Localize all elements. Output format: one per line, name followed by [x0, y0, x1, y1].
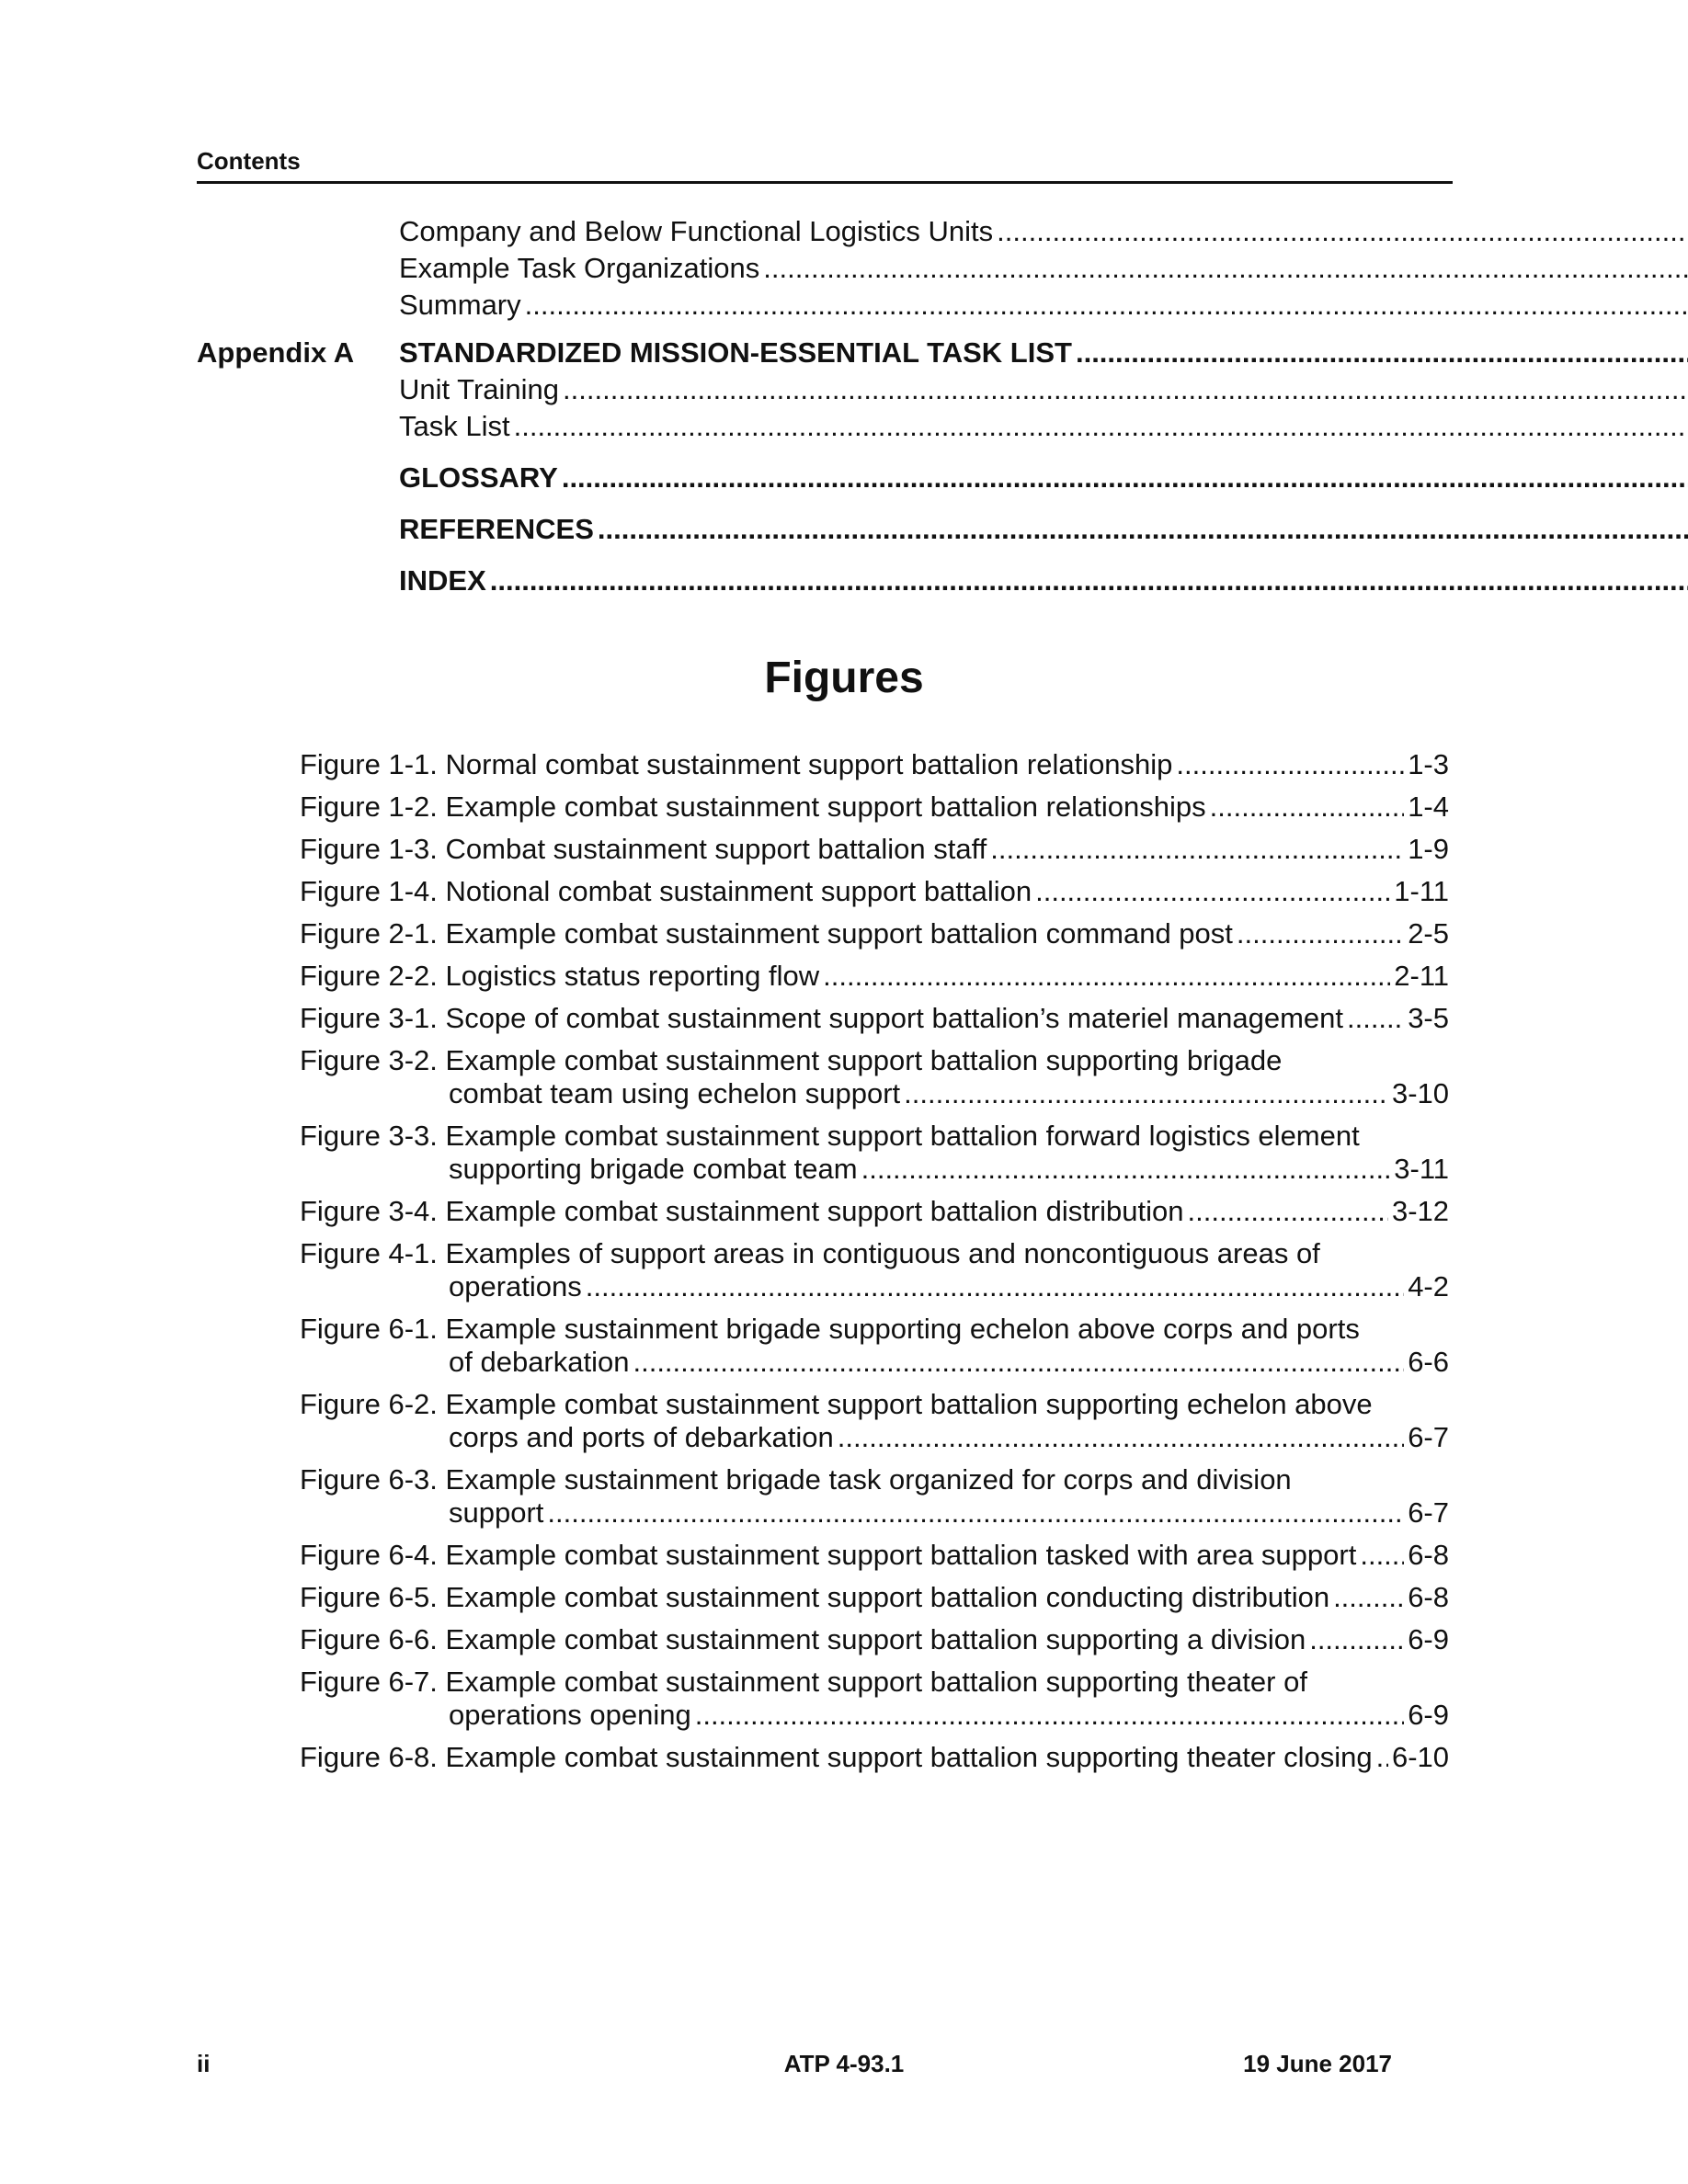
toc-entry[interactable] [197, 511, 1397, 548]
toc-entry-title: REFERENCES [399, 513, 594, 545]
figure-title-line2: of debarkation [449, 1346, 630, 1378]
toc-entry[interactable] [197, 563, 1397, 599]
figure-title-line2: support [449, 1496, 544, 1529]
dot-leader [823, 960, 1390, 993]
figure-page: 6-8 [1408, 1539, 1449, 1571]
figures-heading: Figures [764, 654, 924, 702]
toc-entry[interactable] [197, 213, 1397, 250]
figure-entry[interactable] [300, 1120, 1449, 1186]
dot-leader [1188, 1195, 1388, 1228]
dot-leader [598, 511, 1688, 548]
dot-leader [563, 371, 1688, 408]
dot-leader [861, 1153, 1391, 1186]
figure-entry[interactable] [300, 1044, 1449, 1110]
figure-page: 1-11 [1394, 875, 1449, 907]
dot-leader [1347, 1002, 1404, 1035]
figure-page: 6-10 [1391, 1741, 1449, 1773]
figure-page: 6-6 [1408, 1346, 1449, 1378]
dot-leader [1076, 335, 1688, 371]
dot-leader [1333, 1581, 1404, 1614]
figure-entry[interactable] [300, 1666, 1449, 1732]
figure-entry[interactable] [300, 1237, 1449, 1303]
figure-page: 6-9 [1408, 1623, 1449, 1655]
footer-date: 19 June 2017 [1243, 2050, 1392, 2077]
figure-page: 6-7 [1408, 1496, 1449, 1529]
dot-leader [514, 408, 1688, 445]
figure-title-line1: Figure 4-1. Examples of support areas in contiguous and noncontiguous areas of [300, 1237, 1320, 1269]
toc-entry-title: GLOSSARY [399, 461, 558, 494]
figure-page: 3-10 [1391, 1077, 1449, 1109]
figure-title-line1: Figure 6-3. Example sustainment brigade task organized for corps and division [300, 1463, 1292, 1496]
figure-page: 1-4 [1408, 791, 1449, 823]
figure-title-line1: Figure 6-1. Example sustainment brigade supporting echelon above corps and ports [300, 1313, 1360, 1345]
figure-entry[interactable] [300, 1002, 1449, 1035]
figure-entry[interactable] [300, 1539, 1449, 1572]
toc-entry-title: Task List [399, 410, 510, 442]
footer-page-number: ii [197, 2050, 211, 2077]
figure-entry[interactable] [300, 748, 1449, 781]
figure-page: 4-2 [1408, 1270, 1449, 1302]
dot-leader [990, 833, 1404, 866]
figure-page: 1-9 [1408, 833, 1449, 865]
figure-page: 3-5 [1408, 1002, 1449, 1034]
figure-page: 2-5 [1408, 917, 1449, 950]
footer-publication: ATP 4-93.1 [783, 2050, 905, 2077]
figure-title: Figure 3-1. Scope of combat sustainment support battalion’s materiel management [300, 1002, 1343, 1034]
figure-page: 2-11 [1394, 960, 1449, 992]
figure-entry[interactable] [300, 875, 1449, 908]
toc-entry[interactable] [197, 460, 1397, 496]
toc-entry-title: Example Task Organizations [399, 252, 760, 284]
dot-leader [1309, 1623, 1404, 1656]
figure-title: Figure 1-3. Combat sustainment support battalion staff [300, 833, 987, 865]
figure-title: Figure 6-8. Example combat sustainment support battalion supporting theater closing [300, 1741, 1373, 1773]
dot-leader [997, 213, 1688, 250]
figure-title: Figure 2-2. Logistics status reporting flow [300, 960, 820, 992]
figure-page: 6-9 [1408, 1699, 1449, 1731]
dot-leader [547, 1496, 1404, 1530]
figures-list [300, 748, 1449, 1783]
toc-entry[interactable] [197, 371, 1397, 408]
toc-entry[interactable] [197, 408, 1397, 445]
figure-title-line2: supporting brigade combat team [449, 1153, 858, 1185]
figure-entry[interactable] [300, 1388, 1449, 1454]
figure-entry[interactable] [300, 1195, 1449, 1228]
figure-title: Figure 1-2. Example combat sustainment support battalion relationships [300, 791, 1206, 823]
dot-leader [525, 287, 1688, 324]
toc-entry-title: Unit Training [399, 373, 560, 405]
dot-leader [633, 1346, 1404, 1379]
dot-leader [586, 1270, 1404, 1303]
dot-leader [1210, 791, 1405, 824]
toc-entry-title: Summary [399, 289, 521, 321]
figure-entry[interactable] [300, 1623, 1449, 1656]
contents-list [197, 213, 1397, 599]
figure-page: 3-12 [1391, 1195, 1449, 1227]
figure-title: Figure 2-1. Example combat sustainment support battalion command post [300, 917, 1233, 950]
figure-entry[interactable] [300, 1463, 1449, 1530]
figure-title: Figure 1-4. Notional combat sustainment support battalion [300, 875, 1032, 907]
dot-leader [1237, 917, 1404, 950]
toc-entry[interactable] [197, 250, 1397, 287]
dot-leader [1376, 1741, 1388, 1774]
dot-leader [1176, 748, 1404, 781]
dot-leader [904, 1077, 1388, 1110]
running-header [197, 147, 1453, 184]
figure-title-line2: operations opening [449, 1699, 691, 1731]
figure-entry[interactable] [300, 917, 1449, 950]
figure-page: 6-7 [1408, 1421, 1449, 1453]
figure-entry[interactable] [300, 833, 1449, 866]
header-section: Contents [197, 147, 301, 175]
figure-entry[interactable] [300, 791, 1449, 824]
dot-leader [562, 460, 1688, 496]
figure-title: Figure 3-4. Example combat sustainment support battalion distribution [300, 1195, 1184, 1227]
figure-title-line1: Figure 6-2. Example combat sustainment support battalion supporting echelon above [300, 1388, 1373, 1420]
figure-entry[interactable] [300, 960, 1449, 993]
toc-entry-title: STANDARDIZED MISSION-ESSENTIAL TASK LIST [399, 336, 1072, 369]
figure-page: 3-11 [1394, 1153, 1449, 1185]
figure-page: 1-3 [1408, 748, 1449, 780]
toc-entry-title: INDEX [399, 564, 486, 597]
figure-page: 6-8 [1408, 1581, 1449, 1613]
figure-title-line1: Figure 6-7. Example combat sustainment support battalion supporting theater of [300, 1666, 1307, 1698]
dot-leader [1035, 875, 1390, 908]
figure-title: Figure 1-1. Normal combat sustainment support battalion relationship [300, 748, 1173, 780]
figure-title: Figure 6-6. Example combat sustainment support battalion supporting a division [300, 1623, 1306, 1655]
toc-entry-label: Appendix A [197, 336, 355, 369]
dot-leader [695, 1699, 1404, 1732]
figure-title-line2: combat team using echelon support [449, 1077, 901, 1109]
figure-title-line2: operations [449, 1270, 582, 1302]
toc-entry-title: Company and Below Functional Logistics Units [399, 215, 994, 247]
dot-leader [490, 563, 1688, 599]
figure-entry[interactable] [300, 1741, 1449, 1774]
figure-entry[interactable] [300, 1313, 1449, 1379]
dot-leader [763, 250, 1688, 287]
toc-entry[interactable] [197, 287, 1397, 324]
figure-title-line1: Figure 3-2. Example combat sustainment support battalion supporting brigade [300, 1044, 1283, 1076]
figure-title-line1: Figure 3-3. Example combat sustainment support battalion forward logistics element [300, 1120, 1360, 1152]
figure-title: Figure 6-5. Example combat sustainment support battalion conducting distribution [300, 1581, 1330, 1613]
dot-leader [1360, 1539, 1404, 1572]
dot-leader [838, 1421, 1404, 1454]
figure-title: Figure 6-4. Example combat sustainment support battalion tasked with area support [300, 1539, 1357, 1571]
toc-entry[interactable] [197, 335, 1397, 371]
figure-entry[interactable] [300, 1581, 1449, 1614]
figure-title-line2: corps and ports of debarkation [449, 1421, 834, 1453]
